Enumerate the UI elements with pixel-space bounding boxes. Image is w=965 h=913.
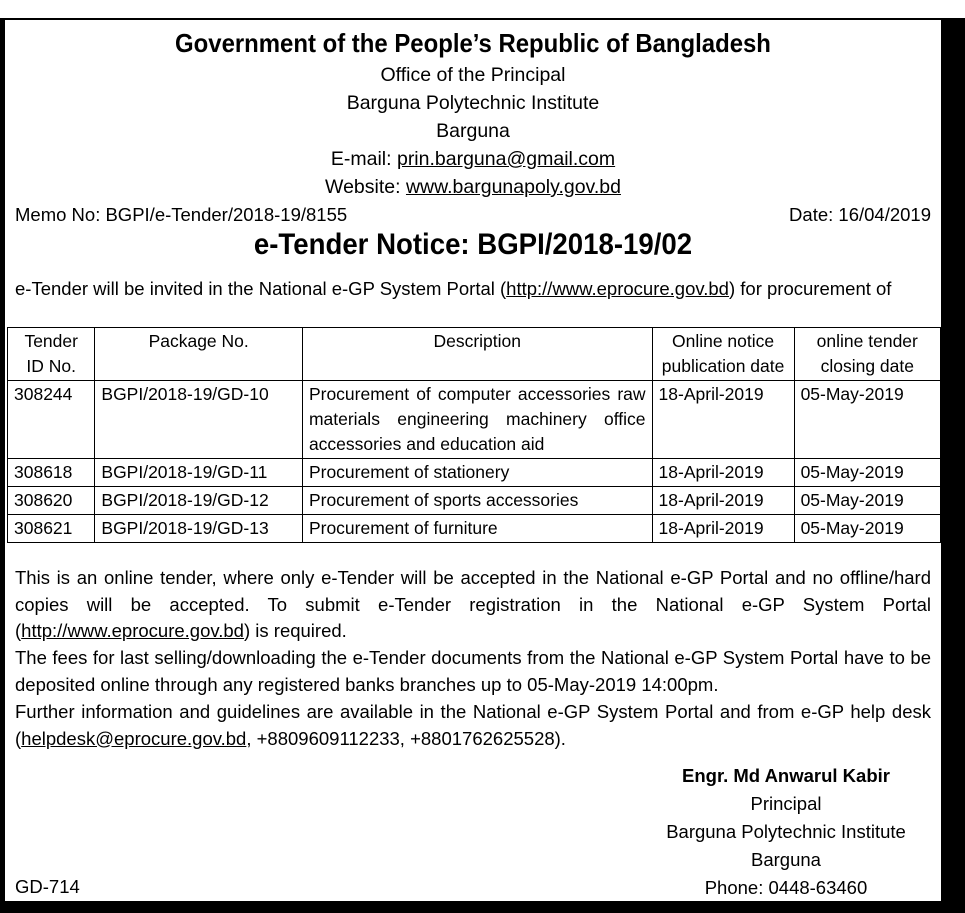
- paragraph-3-text: Further information and guidelines are available in the National e-GP System Portal and from e-GP help desk (: [15, 701, 931, 749]
- gd-reference: GD-714: [15, 876, 80, 897]
- eprocure-link-2[interactable]: http://www.eprocure.gov.bd: [21, 620, 244, 641]
- online-tender-paragraph: [15, 565, 931, 645]
- government-heading: Government of the People’s Republic of Bangladesh: [175, 28, 771, 58]
- signatory-name: Engr. Md Anwarul Kabir: [682, 765, 890, 786]
- notice-date: Date: 16/04/2019: [789, 204, 931, 225]
- intro-text-before: e-Tender will be invited in the National e-GP System Portal (: [15, 278, 507, 299]
- institute-line: Barguna Polytechnic Institute: [346, 92, 600, 114]
- memo-number: Memo No: BGPI/e-Tender/2018-19/8155: [15, 204, 348, 225]
- cell-tender-id: 308621: [8, 515, 95, 543]
- further-info-paragraph: [15, 699, 931, 752]
- cell-package: BGPI/2018-19/GD-13: [95, 515, 303, 543]
- intro-text-after: ) for procurement of: [728, 278, 892, 299]
- place-line: Barguna: [436, 120, 510, 142]
- paragraph-3-end: , +8809609112233, +8801762625528).: [246, 727, 566, 749]
- table-row: [8, 381, 941, 459]
- website-link[interactable]: www.bargunapoly.gov.bd: [405, 176, 621, 198]
- cell-package: BGPI/2018-19/GD-10: [95, 381, 303, 459]
- website-line: [5, 176, 941, 199]
- eprocure-link[interactable]: http://www.eprocure.gov.bd: [506, 278, 729, 299]
- office-line: Office of the Principal: [380, 64, 566, 86]
- website-label: Website:: [325, 176, 406, 198]
- cell-tender-id: 308244: [8, 381, 95, 459]
- email-line: [5, 148, 941, 171]
- signatory-designation: Principal: [750, 793, 822, 814]
- table-row: [8, 459, 941, 487]
- tender-table: [7, 327, 941, 543]
- table-header-row: [8, 328, 941, 381]
- paragraph-1-end: ) is required.: [243, 620, 347, 641]
- email-label: E-mail:: [330, 148, 397, 170]
- cell-description: Procurement of stationery: [302, 459, 652, 487]
- email-link[interactable]: prin.barguna@gmail.com: [396, 148, 616, 170]
- header-closing-date: online tender closing date: [794, 328, 940, 381]
- cell-description: Procurement of computer accessories raw materials engineering machinery office accessories and education aid: [302, 381, 652, 459]
- notice-title: e-Tender Notice: BGPI/2018-19/02: [253, 228, 693, 261]
- top-margin: [0, 0, 965, 18]
- cell-description: Procurement of furniture: [302, 515, 652, 543]
- header-publication-date: Online notice publication date: [652, 328, 794, 381]
- cell-closing-date: 05-May-2019: [794, 381, 940, 459]
- table-row: [8, 515, 941, 543]
- cell-closing-date: 05-May-2019: [794, 515, 940, 543]
- cell-tender-id: 308618: [8, 459, 95, 487]
- cell-publication-date: 18-April-2019: [652, 487, 794, 515]
- header-description: Description: [302, 328, 652, 381]
- paragraph-1-text: This is an online tender, where only e-Tender will be accepted in the National e-GP Portal and no offline/hard copies will be accepted. To submit e-Tender registration in the National e-GP System Portal (: [15, 567, 931, 641]
- cell-description: Procurement of sports accessories: [302, 487, 652, 515]
- cell-publication-date: 18-April-2019: [652, 459, 794, 487]
- header-tender-id: Tender ID No.: [8, 328, 95, 381]
- intro-paragraph: [15, 276, 931, 302]
- table-row: [8, 487, 941, 515]
- signatory-phone: Phone: 0448-63460: [704, 877, 868, 898]
- header-package: Package No.: [95, 328, 303, 381]
- cell-package: BGPI/2018-19/GD-12: [95, 487, 303, 515]
- signatory-place: Barguna: [751, 849, 821, 870]
- cell-tender-id: 308620: [8, 487, 95, 515]
- cell-package: BGPI/2018-19/GD-11: [95, 459, 303, 487]
- cell-publication-date: 18-April-2019: [652, 381, 794, 459]
- tender-notice-page: [3, 18, 943, 903]
- helpdesk-email-link[interactable]: helpdesk@eprocure.gov.bd: [21, 727, 247, 749]
- cell-closing-date: 05-May-2019: [794, 459, 940, 487]
- cell-closing-date: 05-May-2019: [794, 487, 940, 515]
- fees-paragraph: The fees for last selling/downloading the e-Tender documents from the National e-GP System Portal have to be deposited online through any registered banks branches up to 05-May-2019 14:00pm.: [15, 647, 931, 695]
- signatory-institute: Barguna Polytechnic Institute: [666, 821, 906, 842]
- cell-publication-date: 18-April-2019: [652, 515, 794, 543]
- signature-block: [651, 762, 921, 902]
